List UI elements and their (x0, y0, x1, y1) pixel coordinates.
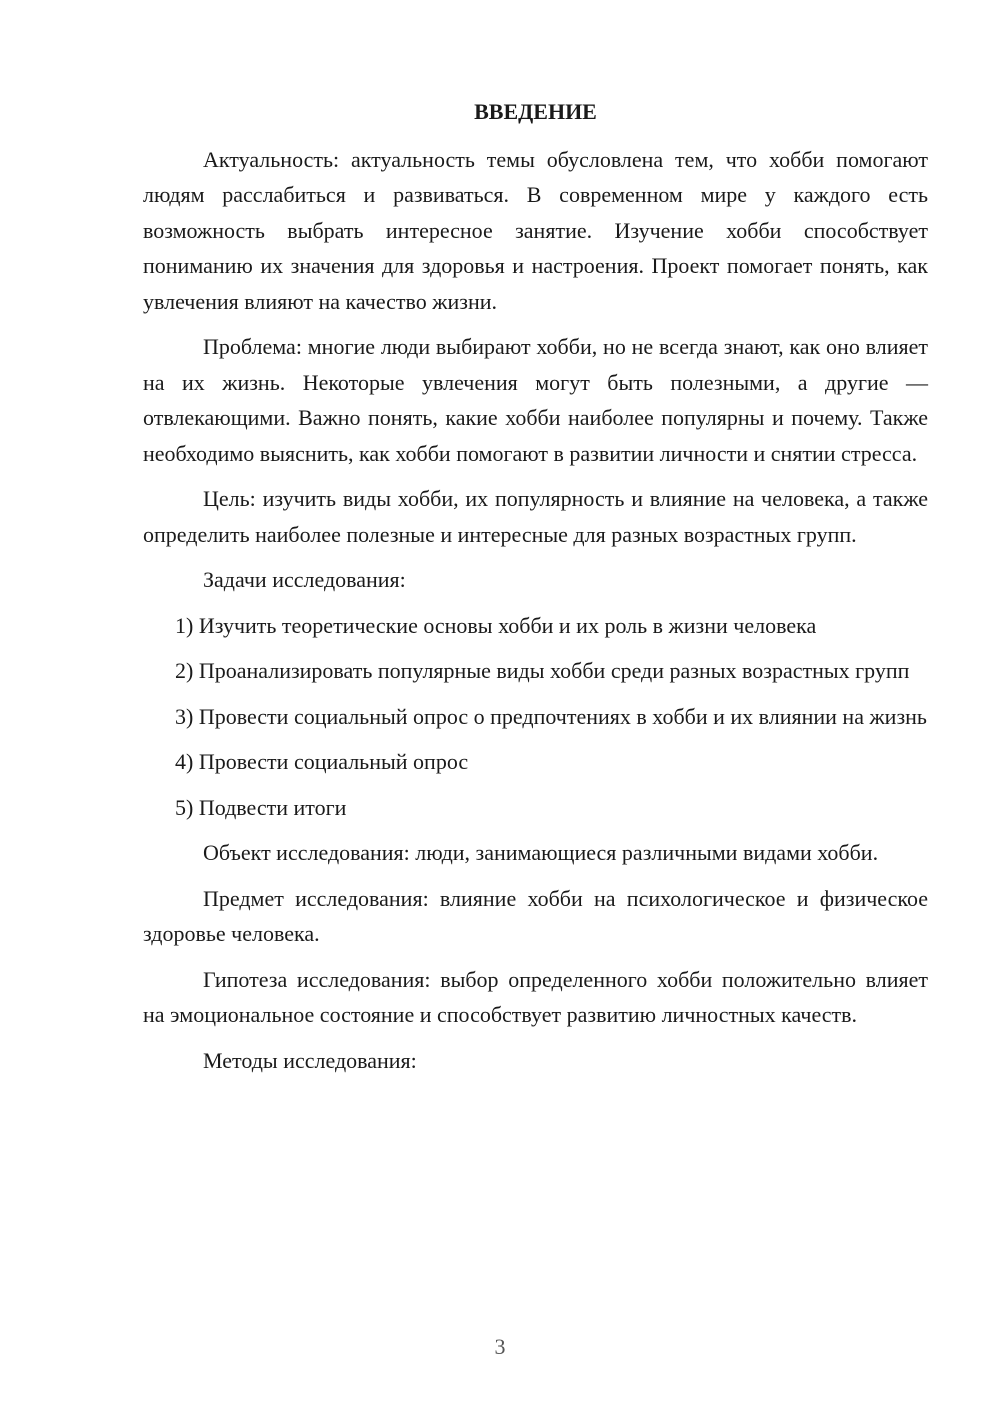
task-item: 4) Провести социальный опрос (175, 749, 469, 774)
task-item: 2) Проанализировать популярные виды хобби среди разных возрастных групп (175, 658, 910, 683)
task-item: 5) Подвести итоги (175, 794, 347, 820)
document-page (143, 94, 928, 1088)
task-item: 3) Провести социальный опрос о предпочтениях в хобби и их влиянии на жизнь (175, 703, 927, 729)
hypothesis-paragraph: Гипотеза исследования: выбор определенного хобби положительно влияет на эмоциональное состояние и способствует развитию личностных качеств. (143, 966, 928, 1027)
tasks-title: Задачи исследования: (203, 567, 406, 592)
goal-paragraph: Цель: изучить виды хобби, их популярность и влияние на человека, а также определить наиболее полезные и интересные для разных возрастных групп. (143, 486, 928, 547)
methods-title: Методы исследования: (203, 1047, 417, 1073)
subject-paragraph: Предмет исследования: влияние хобби на психологическое и физическое здоровье человека. (143, 885, 928, 946)
page-number: 3 (494, 1334, 506, 1359)
object-paragraph: Объект исследования: люди, занимающиеся различными видами хобби. (203, 840, 879, 865)
relevance-paragraph: Актуальность: актуальность темы обусловлена тем, что хобби помогают людям расслабиться и развиваться. В современном мире у каждого есть возможность выбрать интересное занятие. Изучение хобби способствует пониманию их значения для здоровья и настроения. Проект помогает понять, как увлечения влияют на качество жизни. (143, 146, 928, 314)
section-heading: ВВЕДЕНИЕ (474, 99, 597, 124)
task-item: 1) Изучить теоретические основы хобби и их роль в жизни человека (175, 612, 817, 638)
problem-paragraph: Проблема: многие люди выбирают хобби, но не всегда знают, как оно влияет на их жизнь. Некоторые увлечения могут быть полезными, а другие — отвлекающими. Важно понять, какие хобби наиболее популярны и почему. Также необходимо выяснить, как хобби помогают в развитии личности и снятии стресса. (143, 334, 928, 466)
